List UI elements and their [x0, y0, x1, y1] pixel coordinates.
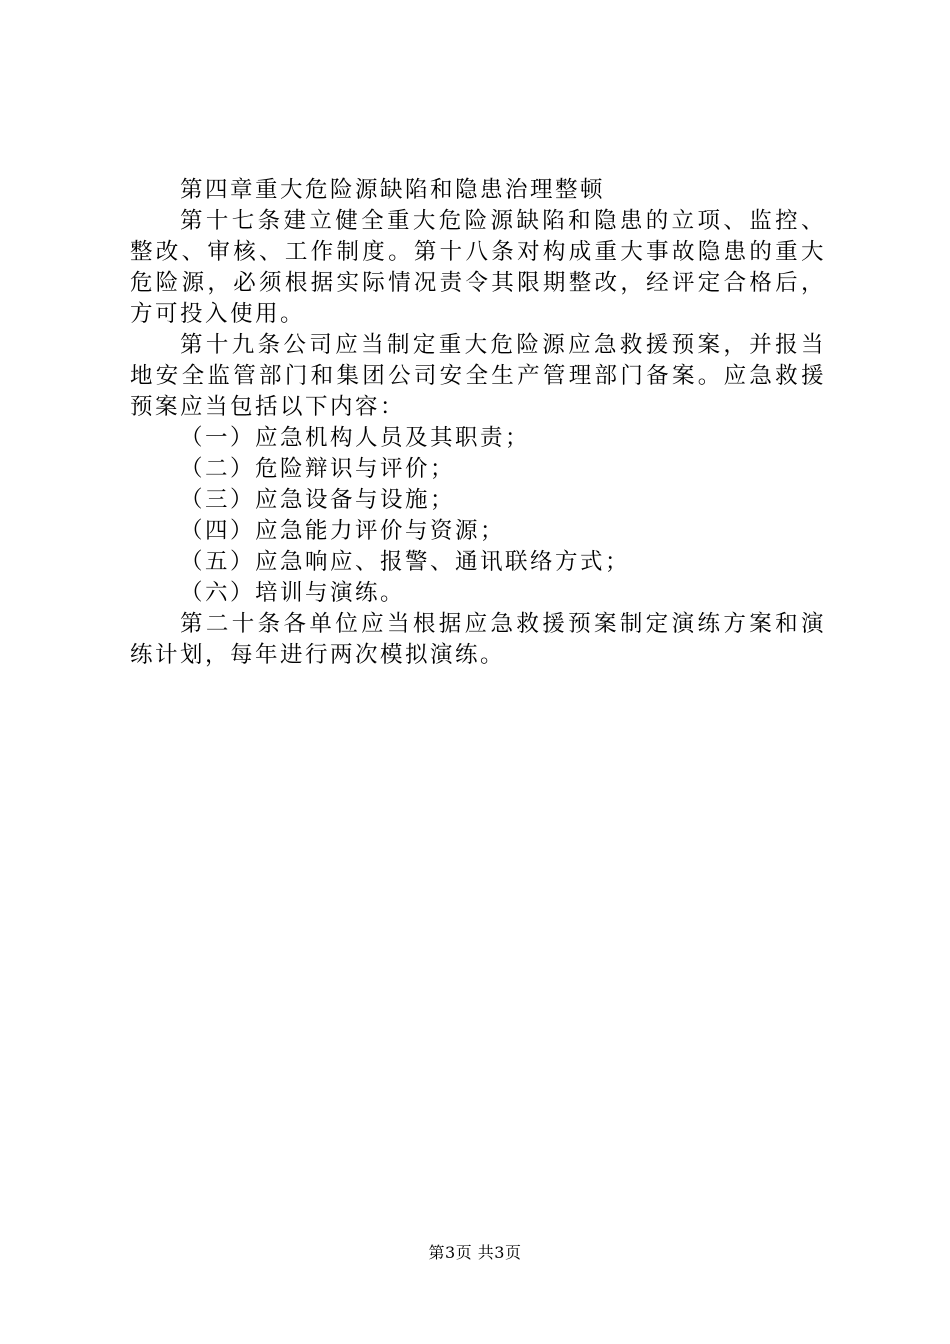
article-19-paragraph: 第十九条公司应当制定重大危险源应急救援预案，并报当地安全监管部门和集团公司安全生产管理部门备案。应急救援预案应当包括以下内容：: [130, 332, 826, 420]
list-item: （四）应急能力评价与资源；: [180, 518, 506, 544]
list-item: （五）应急响应、报警、通讯联络方式；: [180, 549, 631, 575]
page-number-footer: 第3页 共3页: [428, 1243, 522, 1262]
list-item: （二）危险辩识与评价；: [180, 456, 456, 482]
list-item: （一）应急机构人员及其职责；: [180, 425, 531, 451]
article-20-paragraph: 第二十条各单位应当根据应急救援预案制定演练方案和演练计划，每年进行两次模拟演练。: [130, 611, 826, 668]
chapter-heading: 第四章重大危险源缺陷和隐患治理整顿: [180, 177, 606, 203]
emergency-plan-content-list: [130, 423, 826, 609]
list-item: （六）培训与演练。: [180, 580, 406, 606]
document-body: [130, 175, 826, 671]
article-17-18-paragraph: 第十七条建立健全重大危险源缺陷和隐患的立项、监控、整改、审核、工作制度。第十八条对构成重大事故隐患的重大危险源，必须根据实际情况责令其限期整改，经评定合格后，方可投入使用。: [130, 208, 826, 327]
list-item: （三）应急设备与设施；: [180, 487, 456, 513]
